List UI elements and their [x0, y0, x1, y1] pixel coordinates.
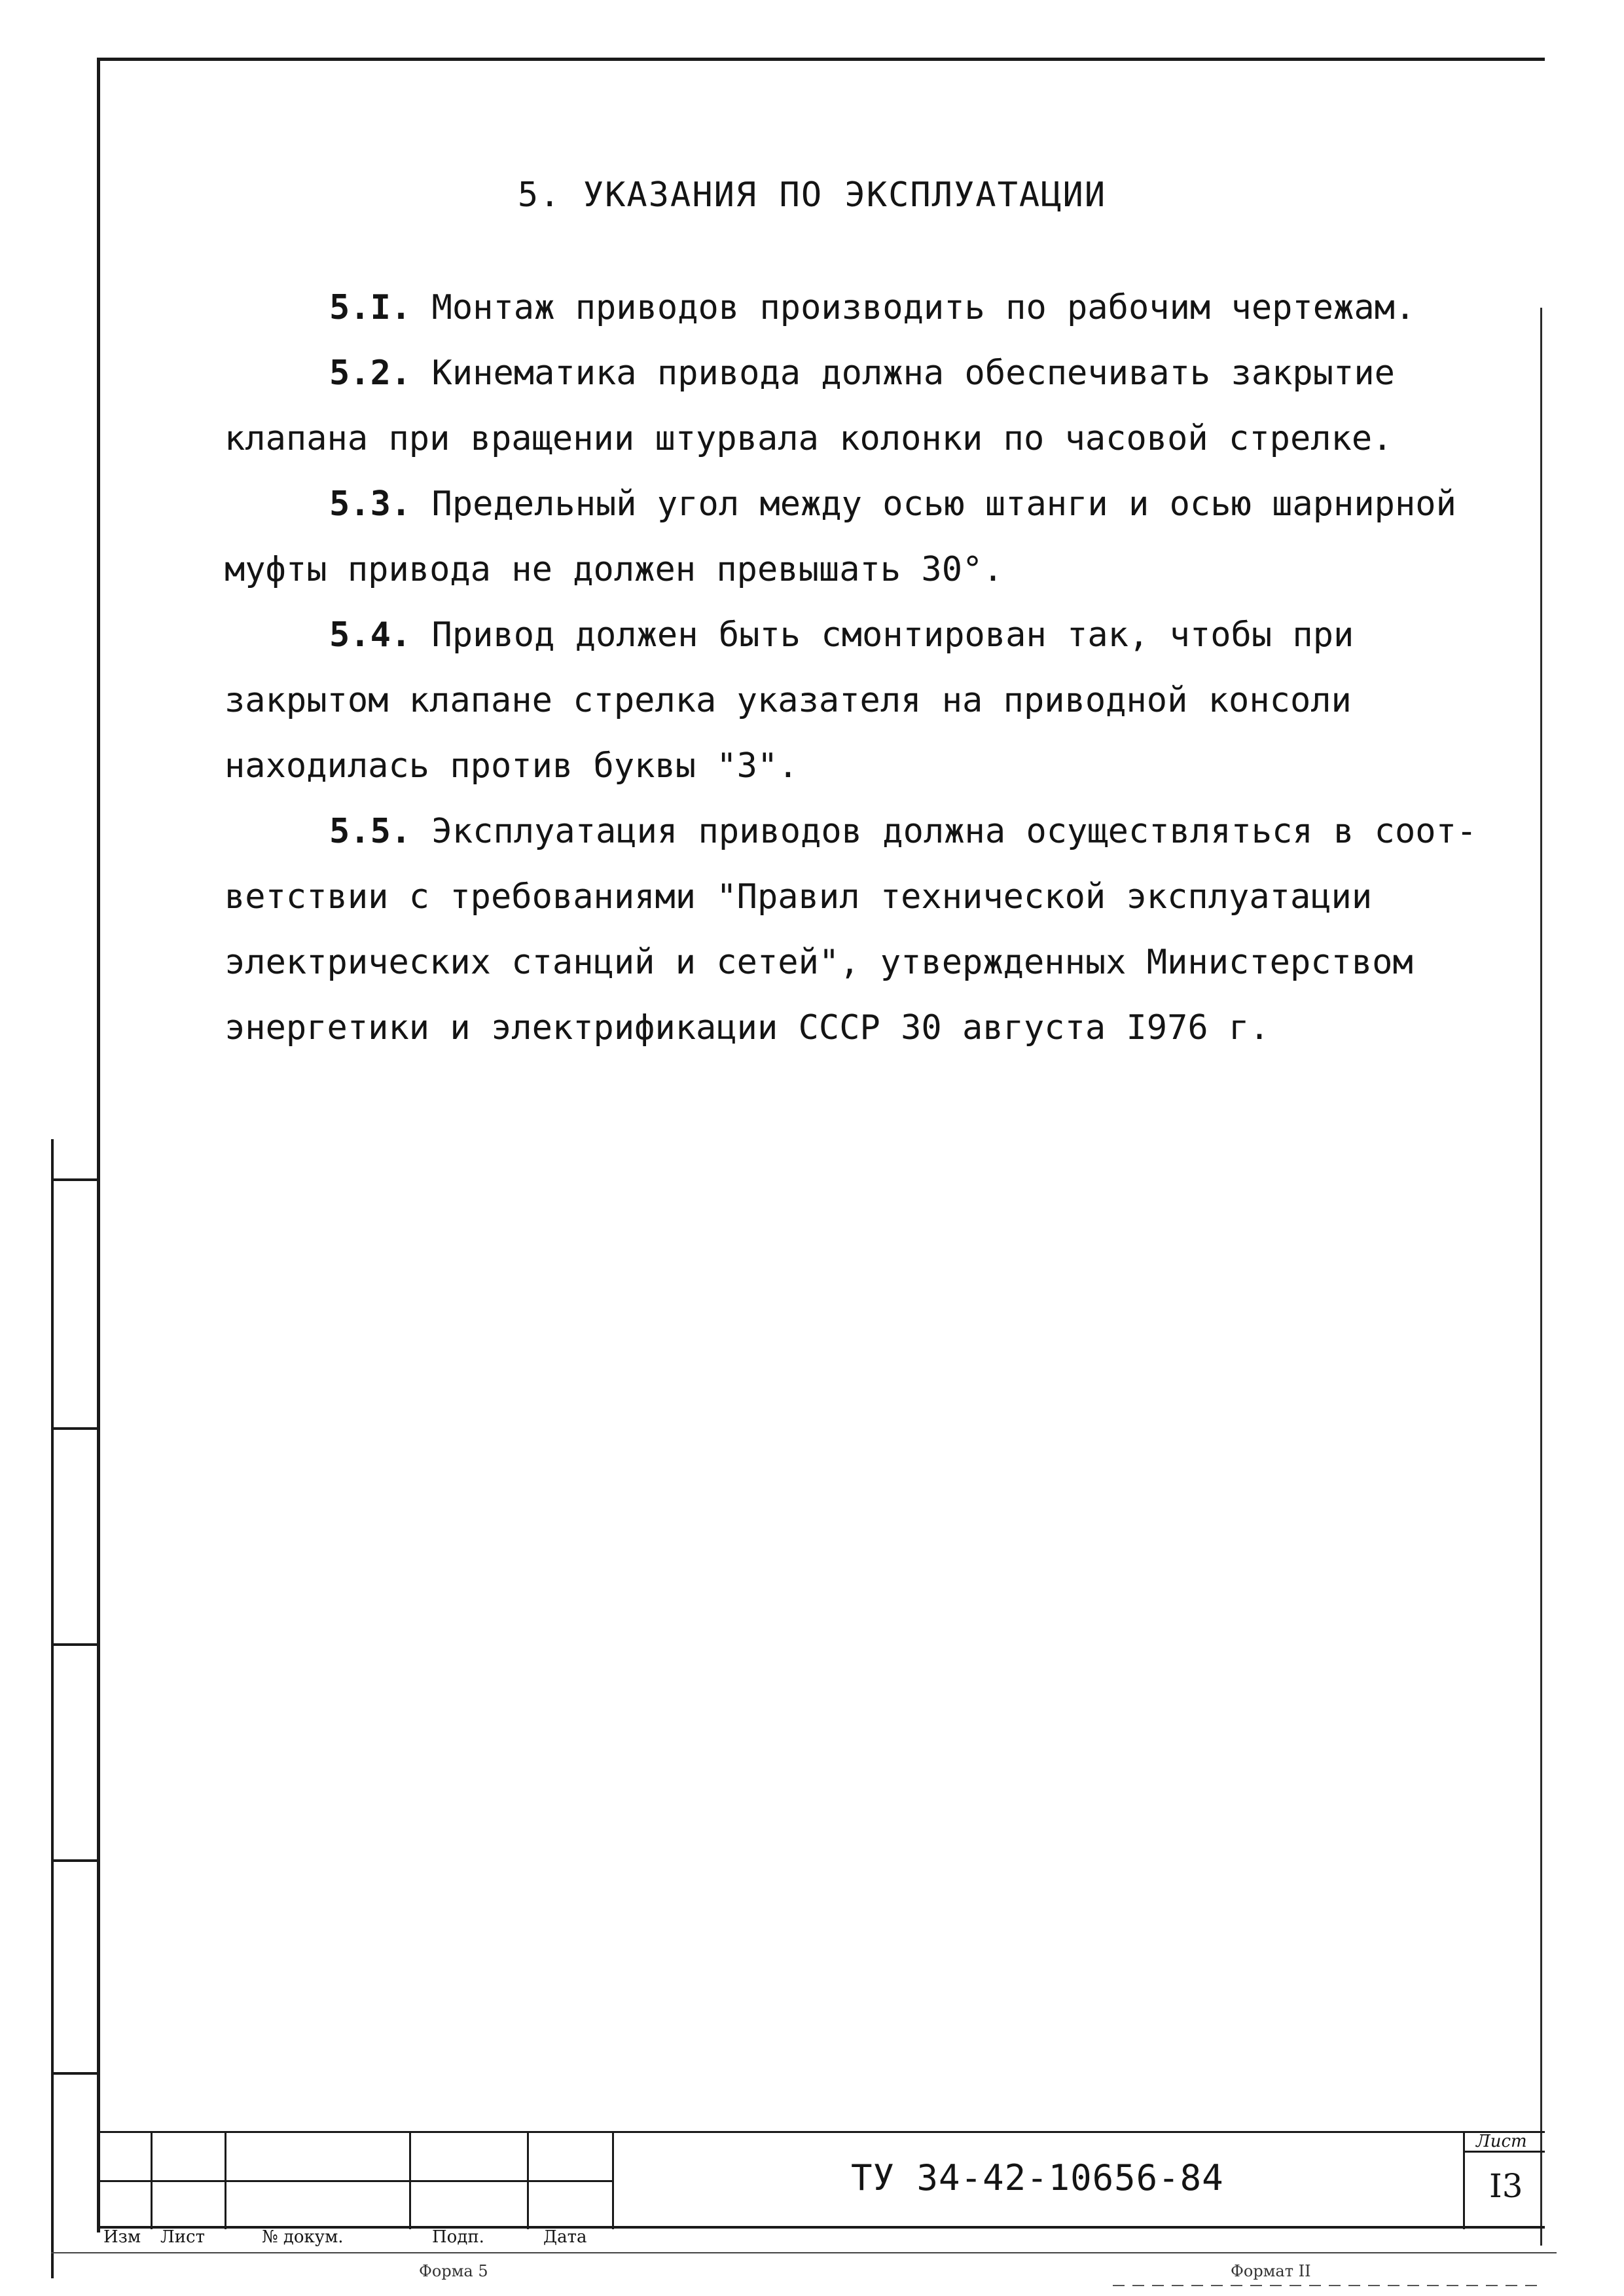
section-body	[225, 275, 1488, 1061]
paragraph-number: 5.3.	[329, 484, 412, 524]
column-label-doc-number: № докум.	[262, 2227, 344, 2247]
column-label-date: Дата	[543, 2227, 587, 2247]
frame-top-line	[97, 58, 1545, 61]
paragraph-number: 5.2.	[329, 354, 412, 393]
paragraph-text: Монтаж приводов производить по рабочим чертежам.	[431, 288, 1416, 327]
document-code: ТУ 34-42-10656-84	[851, 2157, 1224, 2198]
paragraph-text: Эксплуатация приводов должна осуществляться в соот-	[431, 812, 1477, 851]
footer-dashed-line	[1113, 2285, 1545, 2286]
paragraph-line: электрических станций и сетей", утвержденных Министерством	[225, 943, 1413, 982]
title-block-divider	[527, 2131, 529, 2229]
title-block-divider	[151, 2131, 153, 2229]
frame-right-line	[1540, 308, 1542, 2246]
paragraph-text: Кинематика привода должна обеспечивать закрытие	[431, 354, 1395, 393]
column-label-signature: Подп.	[432, 2227, 484, 2247]
paragraph-line: закрытом клапане стрелка указателя на приводной консоли	[225, 681, 1352, 720]
binding-tick	[51, 2072, 97, 2075]
binding-tick	[51, 1859, 97, 1862]
sheet-label: Лист	[1476, 2132, 1527, 2151]
paragraph-text: Привод должен быть смонтирован так, чтобы при	[431, 615, 1354, 655]
paragraph-text: Предельный угол между осью штанги и осью шарнирной	[431, 484, 1456, 524]
title-block-divider	[225, 2131, 226, 2229]
paragraph-number: 5.4.	[329, 615, 412, 655]
footer-format-left: Форма 5	[419, 2262, 488, 2280]
paragraph-5-2	[225, 340, 1488, 471]
title-block-line	[97, 2131, 1545, 2133]
title-block-line	[97, 2180, 614, 2182]
paragraph-number: 5.I.	[329, 288, 412, 327]
paragraph-5-5	[225, 799, 1488, 1061]
paragraph-line: находилась против буквы "З".	[225, 746, 799, 786]
title-block-divider	[409, 2131, 411, 2229]
binding-margin-line	[51, 1139, 54, 2278]
column-label-change: Изм	[103, 2227, 141, 2247]
footer-format-right: Формат II	[1231, 2262, 1311, 2280]
paragraph-5-4	[225, 602, 1488, 799]
paragraph-5-3	[225, 471, 1488, 602]
paragraph-number: 5.5.	[329, 812, 412, 851]
title-block-divider	[612, 2131, 614, 2229]
paragraph-5-1	[225, 275, 1488, 340]
binding-tick	[51, 1178, 97, 1181]
footer-line	[51, 2252, 1557, 2253]
binding-tick	[51, 1427, 97, 1430]
binding-tick	[51, 1643, 97, 1646]
paragraph-line: муфты привода не должен превышать 30°.	[225, 550, 1003, 589]
sheet-box-divider	[1463, 2131, 1465, 2229]
frame-left-line	[97, 58, 100, 2232]
sheet-number: I3	[1489, 2167, 1523, 2205]
paragraph-line: энергетики и электрификации СССР 30 августа I976 г.	[225, 1008, 1270, 1048]
section-heading: 5. УКАЗАНИЯ ПО ЭКСПЛУАТАЦИИ	[517, 175, 1107, 215]
paragraph-line: ветствии с требованиями "Правил технической эксплуатации	[225, 877, 1373, 917]
column-label-sheet: Лист	[160, 2227, 205, 2247]
paragraph-line: клапана при вращении штурвала колонки по часовой стрелке.	[225, 419, 1393, 458]
